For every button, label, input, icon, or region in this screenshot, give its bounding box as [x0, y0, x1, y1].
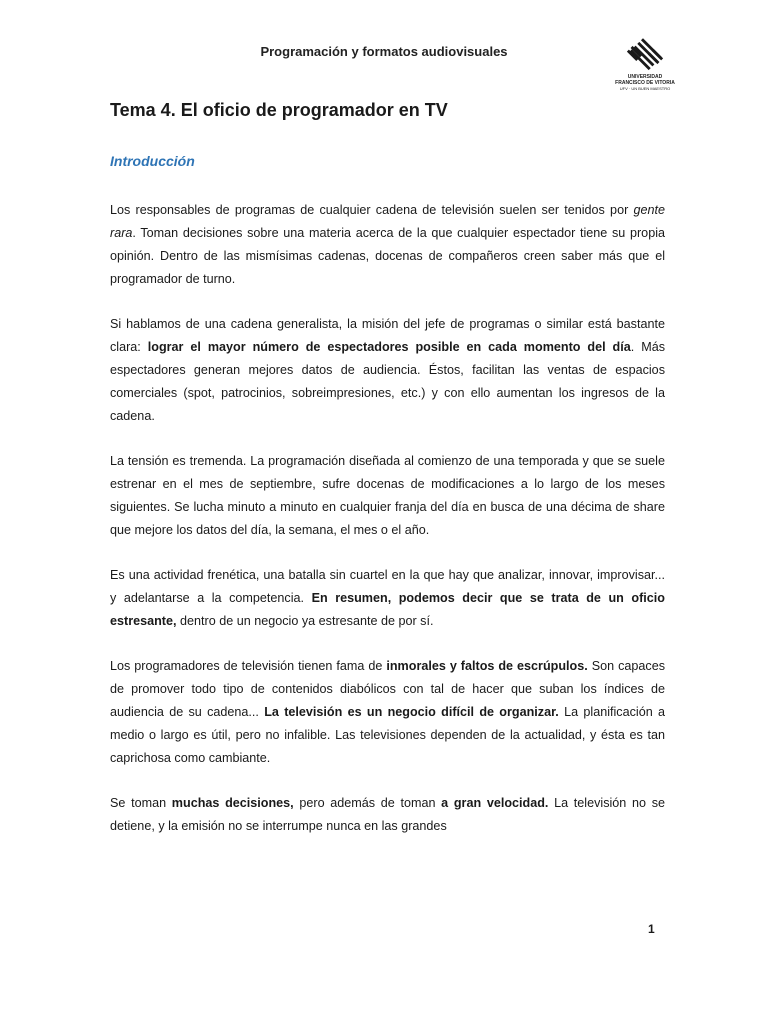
text-run: La tensión es tremenda. La programación diseñada al comienzo de una temporada y que se suele estrenar en el mes de septiembre, sufre docenas de modificaciones a lo largo de los meses siguientes. Se lucha minuto a minuto en cualquier franja del día en busca de una décima de share que mejore los datos del día, la semana, el mes o el año. — [110, 454, 665, 537]
text-run: pero además de toman — [293, 796, 442, 810]
ufv-logo-icon — [626, 36, 664, 74]
bold-text: muchas decisiones, — [171, 796, 294, 810]
text-run: La televisión no se detiene, y la emisión no se interrumpe nunca en las grandes — [110, 796, 665, 833]
bold-text: En resumen, podemos decir que se trata de un oficio estresante, — [110, 591, 665, 628]
text-run: Es una actividad frenética, una batalla sin cuartel en la que hay que analizar, innovar, improvisar... y adelantarse a la competencia. — [110, 568, 665, 605]
paragraph — [110, 792, 665, 838]
section-heading: Introducción — [110, 153, 195, 169]
text-run: dentro de un negocio ya estresante de por sí. — [176, 614, 434, 628]
logo-wordmark — [606, 74, 684, 92]
bold-text: a gran velocidad. — [441, 796, 549, 810]
italic-text: gente rara — [110, 203, 665, 240]
bold-text: inmorales y faltos de escrúpulos. — [386, 659, 588, 673]
bold-text: La televisión es un negocio difícil de organizar. — [264, 705, 559, 719]
text-run: La planificación a medio o largo es útil, pero no infalible. Las televisiones dependen de la actualidad, y ésta es tan caprichosa como cambiante. — [110, 705, 665, 765]
logo-motto: UFV · UN BUEN MAESTRO — [619, 86, 671, 91]
university-logo — [606, 36, 684, 96]
paragraph — [110, 313, 665, 428]
logo-line-2: FRANCISCO DE VITORIA — [615, 80, 675, 86]
text-run: . Más espectadores generan mejores datos de audiencia. Éstos, facilitan las ventas de espacios comerciales (spot, patrocinios, sobreimpresiones, etc.) y con ello aumentan los ingresos de la cadena. — [110, 340, 665, 423]
running-header: Programación y formatos audiovisuales — [260, 44, 508, 59]
text-run: Se toman — [110, 796, 172, 810]
paragraph — [110, 655, 665, 770]
text-run: Los responsables de programas de cualquier cadena de televisión suelen ser tenidos por — [110, 203, 634, 217]
text-run: Los programadores de televisión tienen fama de — [110, 659, 387, 673]
document-body — [110, 199, 665, 860]
paragraph — [110, 199, 665, 291]
logo-line-1: UNIVERSIDAD — [627, 74, 663, 80]
text-run: . Toman decisiones sobre una materia acerca de la que cualquier espectador tiene su propia opinión. Dentro de las mismísimas cadenas, docenas de compañeros creen saber más que el programador de turno. — [110, 226, 665, 286]
paragraph — [110, 564, 665, 633]
bold-text: lograr el mayor número de espectadores posible en cada momento del día — [147, 340, 631, 354]
text-run: Si hablamos de una cadena generalista, la misión del jefe de programas o similar está bastante clara: — [110, 317, 665, 354]
page-number: 1 — [648, 922, 655, 936]
paragraph — [110, 450, 665, 542]
text-run: Son capaces de promover todo tipo de contenidos diabólicos con tal de hacer que suban los índices de audiencia de su cadena... — [110, 659, 665, 719]
page-title: Tema 4. El oficio de programador en TV — [110, 100, 448, 120]
